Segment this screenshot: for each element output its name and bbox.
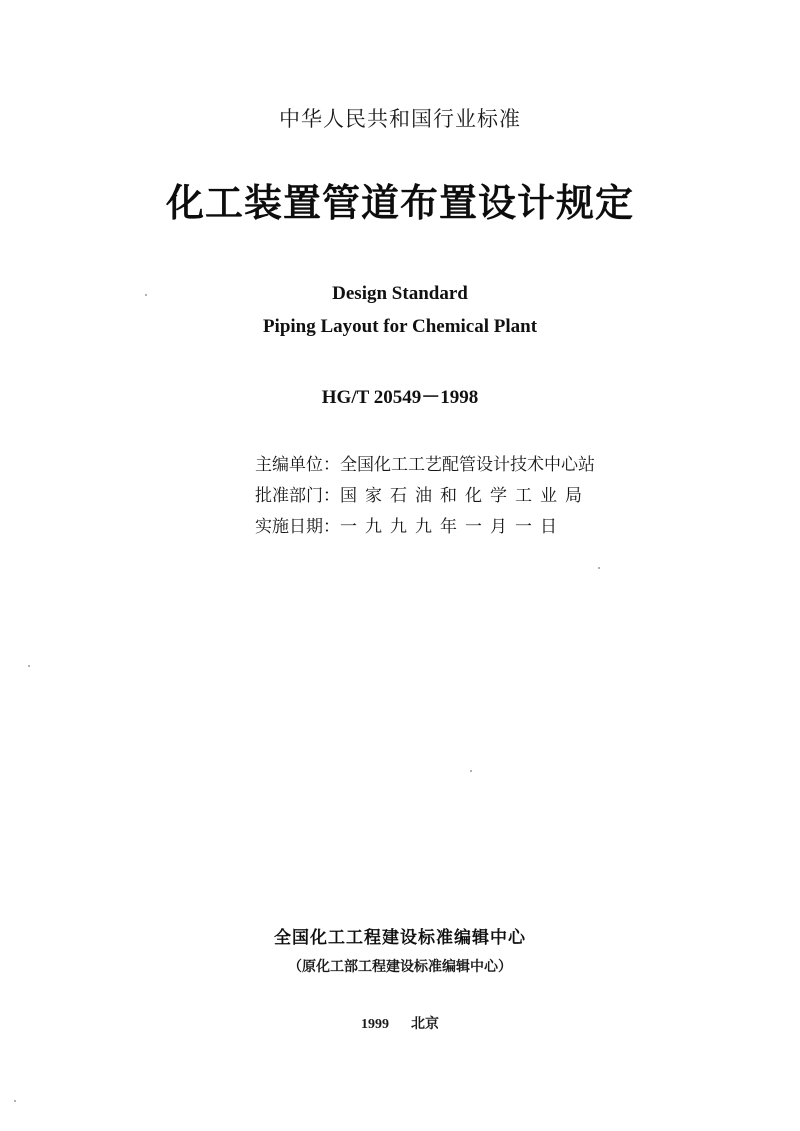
editor-unit-line <box>255 455 595 475</box>
effective-date-value: 一九九九年一月一日 <box>340 517 565 537</box>
scan-speck <box>14 1100 16 1102</box>
imprint-line <box>0 1013 800 1033</box>
document-title-chinese: 化工装置管道布置设计规定 <box>165 181 634 225</box>
document-title-english-line2: Piping Layout for Chemical Plant <box>262 316 538 337</box>
publication-year: 1999 <box>361 1017 389 1032</box>
effective-date-label: 实施日期： <box>255 517 340 537</box>
publication-city: 北京 <box>411 1016 439 1032</box>
approving-dept-line <box>255 486 590 506</box>
effective-date-line <box>255 517 565 537</box>
scan-speck <box>145 294 147 296</box>
standard-series-heading: 中华人民共和国行业标准 <box>279 107 521 131</box>
document-title-english-line1: Design Standard <box>332 283 468 304</box>
scan-speck <box>598 567 600 569</box>
editor-unit-label: 主编单位： <box>255 455 340 475</box>
scan-speck <box>470 770 472 772</box>
scan-speck <box>28 665 30 667</box>
approving-dept-label: 批准部门： <box>255 486 340 506</box>
approving-dept-value: 国家石油和化学工业局 <box>340 486 590 506</box>
publisher-former-name: （原化工部工程建设标准编辑中心） <box>288 959 512 975</box>
publisher-name: 全国化工工程建设标准编辑中心 <box>274 928 526 948</box>
standard-number: HG/T 20549－1998 <box>321 387 479 408</box>
editor-unit-value: 全国化工工艺配管设计技术中心站 <box>340 455 595 475</box>
